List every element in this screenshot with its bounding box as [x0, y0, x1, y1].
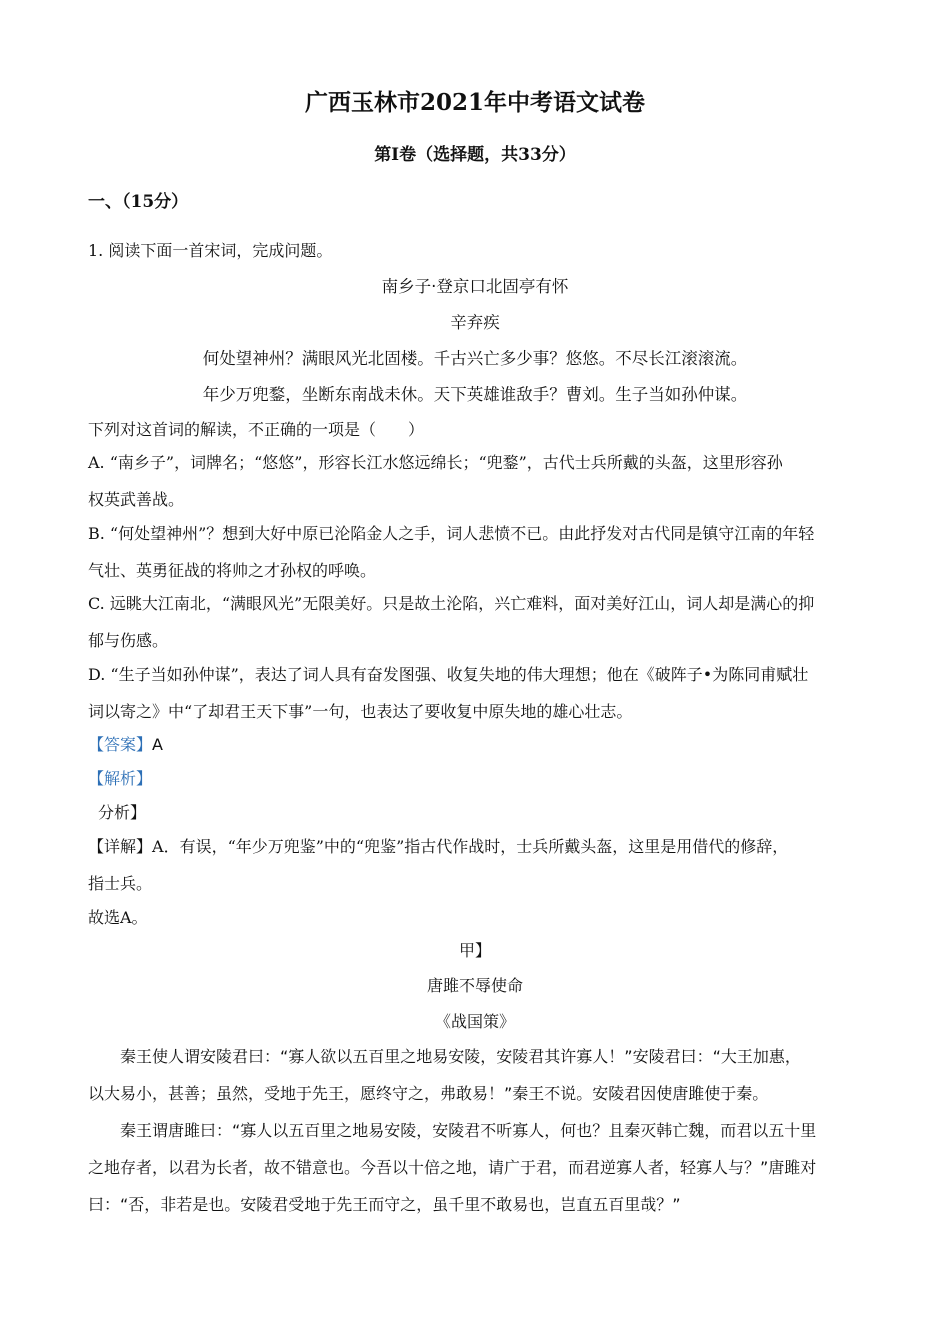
- passage-p2-line-3: 曰：“否，非若是也。安陵君受地于先王而守之，虽千里不敢易也，岂直五百里哉？”: [88, 1195, 681, 1214]
- answer-value: A: [152, 735, 163, 754]
- passage-p2-line-2: 之地存者，以君为长者，故不错意也。今吾以十倍之地，请广于君，而君逆寡人者，轻寡人与？”唐雎对: [88, 1158, 817, 1177]
- poem-author: 辛弃疾: [450, 313, 500, 332]
- question-prompt: 下列对这首词的解读，不正确的一项是（ ）: [88, 420, 425, 439]
- passage-source: 《战国策》: [434, 1012, 515, 1031]
- passage-title: 唐雎不辱使命: [426, 976, 523, 995]
- option-b-line-2: 气壮、英勇征战的将帅之才孙权的呼唤。: [88, 561, 377, 580]
- passage-marker: 甲】: [458, 941, 491, 960]
- passage-p1-line-1: 秦王使人谓安陵君曰：“寡人欲以五百里之地易安陵，安陵君其许寡人！”安陵君曰：“大王加惠，: [120, 1047, 801, 1066]
- detail-label: 【详解】: [88, 837, 153, 856]
- answer-row: [88, 735, 862, 755]
- option-d-line-1: D. “生子当如孙仲谋”，表达了词人具有奋发图强、收复失地的伟大理想；他在《破阵子•为陈同甫赋壮: [88, 665, 809, 684]
- option-a-line-1: A. “南乡子”，词牌名；“悠悠”，形容长江水悠远绵长；“兜鍪”，古代士兵所戴的头盔，这里形容孙: [88, 453, 783, 472]
- poem-line-1: 何处望神州？满眼风光北固楼。千古兴亡多少事？悠悠。不尽长江滚滚流。: [202, 349, 748, 368]
- detail-line-2: 指士兵。: [88, 874, 153, 893]
- section-subtitle: 第I卷（选择题，共33分）: [374, 145, 576, 165]
- analysis-label: 【解析】: [88, 769, 153, 788]
- conclusion: 故选A。: [88, 908, 148, 927]
- poem-line-2: 年少万兜鍪，坐断东南战未休。天下英雄谁敌手？曹刘。生子当如孙仲谋。: [202, 385, 748, 404]
- option-c-line-1: C. 远眺大江南北，“满眼风光”无限美好。只是故土沦陷，兴亡难料，面对美好江山，词人却是满心的抑: [88, 594, 815, 613]
- answer-label: 【答案】: [88, 735, 153, 754]
- detail-text: A．有误，“年少万兜鉴”中的“兜鉴”指古代作战时，士兵所戴头盔，这里是用借代的修辞，: [152, 837, 789, 856]
- detail-line-1: [88, 837, 862, 857]
- question-stem: 1. 阅读下面一首宋词，完成问题。: [88, 241, 333, 260]
- passage-p1-line-2: 以大易小，甚善；虽然，受地于先王，愿终守之，弗敢易！”秦王不说。安陵君因使唐雎使于秦。: [88, 1084, 769, 1103]
- analysis-sub-label: 分析】: [98, 803, 147, 822]
- section-heading: 一、（15分）: [88, 192, 189, 212]
- option-d-line-2: 词以寄之》中“了却君王天下事”一句，也表达了要收复中原失地的雄心壮志。: [88, 702, 633, 721]
- option-c-line-2: 郁与伤感。: [88, 631, 169, 650]
- poem-title: 南乡子·登京口北固亭有怀: [381, 277, 569, 296]
- page-title: 广西玉林市2021年中考语文试卷: [304, 89, 645, 116]
- passage-p2-line-1: 秦王谓唐雎曰：“寡人以五百里之地易安陵，安陵君不听寡人，何也？且秦灭韩亡魏，而君以五十里: [120, 1121, 817, 1140]
- option-b-line-1: B. “何处望神州”？想到大好中原已沦陷金人之手，词人悲愤不已。由此抒发对古代同是镇守江南的年轻: [88, 524, 815, 543]
- option-a-line-2: 权英武善战。: [88, 490, 185, 509]
